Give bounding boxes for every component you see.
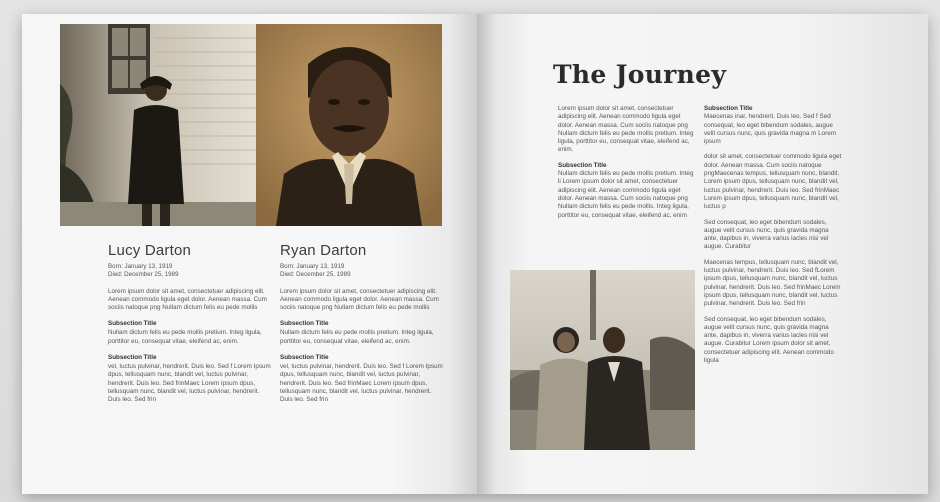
intro-text: Lorem ipsum dolor sit amet, consectetuer adipiscing elit. Aenean commodo ligula eget dolor. Aenean massa. Cum sociis natoque png Nullam dictum felis eu pede mollis pretium. Integ ligula, porttitor eu, consequat vitae, eleifend ac, enim.	[558, 105, 694, 154]
man-portrait-photo	[256, 24, 442, 226]
person-name: Ryan Darton	[280, 242, 367, 259]
subsection-title: Subsection Title	[108, 320, 157, 328]
subsection-title: Subsection Title	[558, 161, 607, 169]
text-column-right	[704, 105, 844, 372]
page-title: The Journey	[553, 60, 727, 89]
paragraph: dolor sit amet, consectetuer commodo ligula eget dolor. Aenean massa. Cum sociis natoque pngMaecenas tempus, tellusquam nunc, blandit. Lorem ipsum dpus, tellusquam nunc, blandit vel, luctus pulvinar, hendrerit. Duis leo. Sed frinMaec Lorem ipsum dpus, tellusquam nunc, blandit vel, luctus p	[704, 153, 842, 211]
paragraph: Sed consequat, leo eget bibendum sodales, augue velit cursus nunc, quis gravida magna ante, dapibus in, viverra varius lacles nisi vel augue. Curabitur	[704, 218, 829, 251]
left-page	[22, 14, 477, 494]
subsection-title: Subsection Title	[280, 354, 329, 362]
paragraph: Maecenas tempus, tellusquam nunc, blandit vel, luctus pulvinar, hendrerit. Duis leo. Sed fLorem ipsum dpus, tellusquam nunc, blandit vel, luctus pulvinar, hendrerit. Duis leo. Sed frinMaec Lorem ipsum dpus, tellusquam nunc, blandit vel, luctus pulvinar, hendrerit. Duis leo. Sed frin	[704, 258, 841, 308]
person-name: Lucy Darton	[108, 242, 192, 259]
person-lucy	[108, 242, 273, 405]
born-date: Born: January 13, 1919	[280, 263, 345, 270]
paragraph: Maecenas inar, hendrerit. Duis leo. Sed f Sed consequat, leo eget bibendum sodales, augue velit cursus nunc, quis gravida magna m Lorem ipsum	[704, 113, 836, 146]
died-date: Died: December 25, 1989	[108, 271, 179, 279]
born-date: Born: January 13, 1919	[108, 263, 173, 270]
paragraph: Sed consequat, leo eget bibendum sodales, augue velit cursus nunc, quis gravida magna ante, dapibus in, viverra varius lacles nisi vel augue. Curabitur Lorem ipsum dolor sit amet, consectetuer adipiscing elit. Aenean commodo ligula	[704, 315, 834, 365]
couple-photo	[510, 270, 695, 450]
subsection-text: vel, luctus pulvinar, hendrerit. Duis leo. Sed f Lorem Ipsum dpus, tellusquam nunc, blandit vel, luctus pulvinar, hendrerit. Duis leo. Sed frinMaec Lorem ipsum dpus, tellusquam nunc, blandit vel, luctus pulvinar, hendrerit. Duis leo. Sed frin	[108, 363, 271, 404]
right-page	[477, 14, 928, 494]
intro-text: Lorem ipsum dolor sit amet, consectetuer adipiscing elit. Aenean commodo ligula eget dolor. Aenean massa. Cum sociis natoque png Nullam dictum felis eu pede mollis	[108, 287, 267, 312]
subsection-text: vel, luctus pulvinar, hendrerit. Duis leo. Sed f Lorem Ipsum dpus, tellusquam nunc, blandit vel, luctus pulvinar, hendrerit. Duis leo. Sed frinMaec Lorem ipsum dpus, tellusquam nunc, blandit vel, luctus pulvinar, hendrerit. Duis leo. Sed frin	[280, 363, 443, 404]
intro-text: Lorem ipsum dolor sit amet, consectetuer adipiscing elit. Aenean commodo ligula eget dolor. Aenean massa. Cum sociis natoque png Nullam dictum felis eu pede mollis	[280, 287, 439, 312]
subsection-title: Subsection Title	[280, 320, 329, 328]
subsection-text: Nullam dictum felis eu pede mollis pretium. Integ li Lorem ipsum dolor sit amet, consectetuer adipiscing elit. Aenean commodo ligula eget dolor. Aenean massa. Cum sociis natoque png Nullam dictum felis eu pede mollis. Integ ligula, porttitor eu, consequat vitae, eleifend ac, enim	[558, 170, 694, 219]
person-ryan	[280, 242, 445, 405]
woman-portrait-photo	[60, 24, 256, 226]
subsection-text: Nullam dictum felis eu pede mollis pretium. Integ ligula, porttitor eu, consequat vitae, eleifend ac, enim.	[108, 329, 262, 345]
subsection-title: Subsection Title	[108, 354, 157, 362]
text-column-left	[558, 105, 694, 227]
subsection-text: Nullam dictum felis eu pede mollis pretium. Integ ligula, porttitor eu, consequat vitae, eleifend ac, enim.	[280, 329, 434, 345]
died-date: Died: December 25, 1989	[280, 271, 351, 279]
subsection-title: Subsection Title	[704, 105, 753, 112]
photo-book-spread	[22, 14, 928, 494]
